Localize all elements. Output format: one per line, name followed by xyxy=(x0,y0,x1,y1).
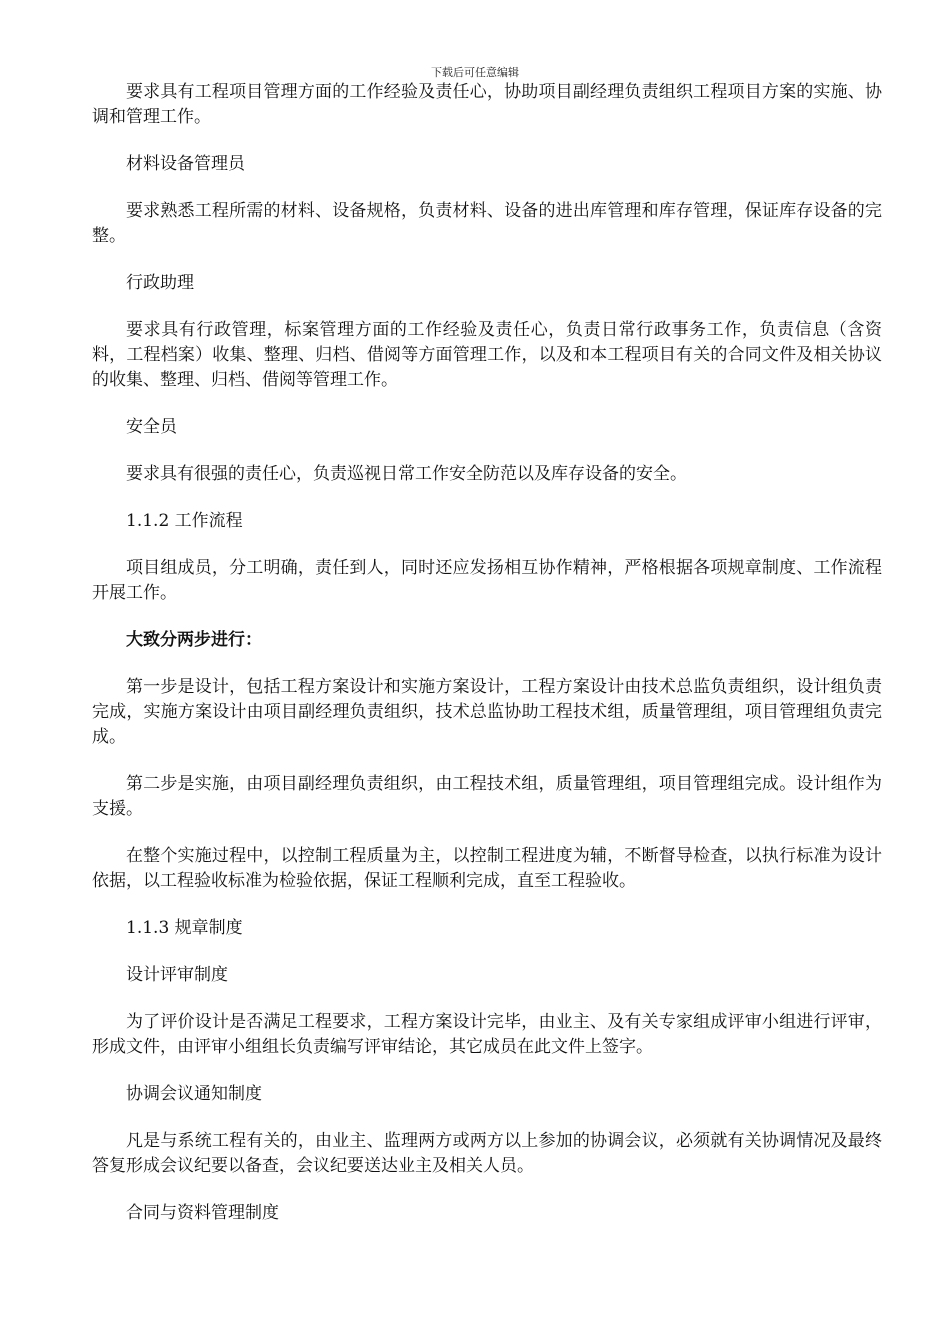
heading-admin-assistant: 行政助理 xyxy=(126,273,194,293)
paragraph-coordinator-duties: 要求具有工程项目管理方面的工作经验及责任心，协助项目副经理负责组织工程项目方案的实施、协调和管理工作。 xyxy=(92,82,882,127)
heading-contract-management: 合同与资料管理制度 xyxy=(126,1203,279,1223)
paragraph-safety-duties: 要求具有很强的责任心，负责巡视日常工作安全防范以及库存设备的安全。 xyxy=(126,464,687,484)
section-heading-rules: 1.1.3 规章制度 xyxy=(126,918,243,938)
paragraph-admin-duties: 要求具有行政管理，标案管理方面的工作经验及责任心，负责日常行政事务工作，负责信息（含资料，工程档案）收集、整理、归档、借阅等方面管理工作，以及和本工程项目有关的合同文件及相关协议的收集、整理、归档、借阅等管理工作。 xyxy=(92,320,882,390)
paragraph-step-two: 第二步是实施，由项目副经理负责组织，由工程技术组，质量管理组，项目管理组完成。设计组作为支援。 xyxy=(92,774,882,819)
section-heading-workflow: 1.1.2 工作流程 xyxy=(126,511,243,531)
heading-coordination-meeting: 协调会议通知制度 xyxy=(126,1084,262,1104)
document-body xyxy=(92,80,882,1248)
page-header-note: 下载后可任意编辑 xyxy=(431,66,519,79)
heading-two-steps: 大致分两步进行： xyxy=(126,630,262,650)
paragraph-materials-duties: 要求熟悉工程所需的材料、设备规格，负责材料、设备的进出库管理和库存管理，保证库存设备的完整。 xyxy=(92,201,882,246)
heading-safety-officer: 安全员 xyxy=(126,417,177,437)
heading-materials-manager: 材料设备管理员 xyxy=(126,154,245,174)
paragraph-design-review: 为了评价设计是否满足工程要求，工程方案设计完毕，由业主、及有关专家组成评审小组进行评审，形成文件，由评审小组组长负责编写评审结论，其它成员在此文件上签字。 xyxy=(92,1012,882,1057)
paragraph-implementation: 在整个实施过程中，以控制工程质量为主，以控制工程进度为辅，不断督导检查，以执行标准为设计依据，以工程验收标准为检验依据，保证工程顺利完成，直至工程验收。 xyxy=(92,846,882,891)
paragraph-step-one: 第一步是设计，包括工程方案设计和实施方案设计，工程方案设计由技术总监负责组织，设计组负责完成，实施方案设计由项目副经理负责组织，技术总监协助工程技术组，质量管理组，项目管理组负责完成。 xyxy=(92,677,882,747)
heading-design-review: 设计评审制度 xyxy=(126,965,228,985)
paragraph-coordination-meeting: 凡是与系统工程有关的，由业主、监理两方或两方以上参加的协调会议，必须就有关协调情况及最终答复形成会议纪要以备查，会议纪要送达业主及相关人员。 xyxy=(92,1131,882,1176)
paragraph-workflow-intro: 项目组成员，分工明确，责任到人，同时还应发扬相互协作精神，严格根据各项规章制度、工作流程开展工作。 xyxy=(92,558,882,603)
